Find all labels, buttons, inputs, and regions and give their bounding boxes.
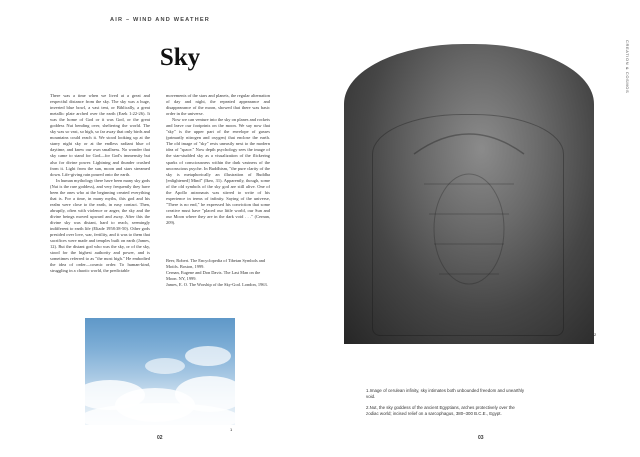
bibliography-entry: Cernan, Eugene and Don Davis. The Last Man on the Moon. NY, 1999. — [166, 270, 261, 281]
side-tab-label: CREATION & COSMOS — [625, 40, 630, 94]
sky-clouds-photo — [85, 318, 235, 425]
article-title: Sky — [159, 44, 201, 71]
stele-relief-carving — [344, 44, 597, 344]
paragraph: There was a time when we lived at a great and respectful distance from the sky. The sky was a huge, inverted blue bowl, a vast tent, or Biblically, a great metallic plate arched over the earth (Ezek 1:22-26). It was the home of God or it was God, or the great goddess Nut bending over, sheltering the world. The sky was so vast, so high, so far away that only birds and mountains could reach it. We stood looking up at the starry night sky or at the endless radiant blue of daytime, and knew our own smallness. No wonder that sky came to stand for God—for God's immensity but also for divine power. Lightning and thunder crashed from it. Light from the sun, moon and stars streamed down. Life-giving rain poured onto the earth. — [50, 93, 150, 177]
bibliography-entry: James, E. O. The Worship of the Sky-God. London, 1963. — [166, 282, 268, 287]
text-column-2 — [166, 93, 270, 255]
cloud-shape — [185, 346, 231, 366]
running-head: AIR – WIND AND WEATHER — [109, 17, 211, 23]
bibliography — [166, 258, 270, 288]
page-number-left: 02 — [157, 435, 163, 441]
bibliography-entry: Beer, Robert. The Encyclopedia of Tibetan Symbols and Motifs. Boston, 1999. — [166, 258, 266, 269]
page-number-right: 03 — [478, 435, 484, 441]
stele-photo — [344, 44, 597, 344]
paragraph: In human mythology there have been many sky gods (Nut is the rare goddess), and very frequently they have been the ones who at the beginning created everything that is. For a time, in many myths, this god and his realm were close to the earth, in easy contact. Then, abruptly, often with violence or anger, the sky and the divine beings moved upward and away. After this the divine sky was distant, hard to reach, seemingly indifferent to earth life (Eliade 1958:38-50). Other gods presided over love, war, fertility, and it was to them that sacrifices were made and temples built on earth (James, 12). But the distant god who was the sky, or of the sky, stood for the highest authority and power, and is sometimes referred to as "the most high." He embodied the idea of order—cosmic order. To human-kind, struggling in a chaotic world, the predictable — [50, 177, 150, 274]
paragraph: movements of the stars and planets, the regular alternation of day and night, the repeated appearance and disappearance of the moon, showed that there was basic order in the universe. — [166, 93, 270, 117]
figure-number: 1 — [230, 427, 233, 432]
caption-1: 1.Image of cerulean infinity, sky intimates both unbounded freedom and unearthly void. — [366, 388, 525, 399]
cloud-shape — [85, 403, 235, 425]
section-side-tab — [620, 40, 632, 130]
paragraph: Now we can venture into the sky on planes and rockets and leave our footprints on the moon. We say now that "sky" is the upper part of the envelope of gasses (primarily nitrogen and oxygen) that enclose the earth. The old image of "sky" rests uneasily next to the modern idea of "space." Now depth psychology sees the image of the star-studded sky as a visualization of the flickering sparks of consciousness within the dark vastness of the unconscious psyche. In Buddhism, "the pure clarity of the sky is metaphorically an illustration of Buddha [enlightened] Mind" (Ikeo, 31). Apparently, though, some of the old symbols of the sky god are still alive. One of the Apollo astronauts was stirred to write of his experience in terms of infinity. Saying of the universe, "There is no end," he expressed his conviction that some creative must have "placed our little world, our Sun and our Moon where they are in the dark void . . ." (Cernan, 209). — [166, 117, 270, 225]
text-column-1 — [50, 93, 150, 335]
figure-number: 2 — [594, 332, 597, 337]
cloud-shape — [145, 358, 185, 374]
caption-2: 2.Nut, the sky goddess of the ancient Egyptians, arches protectively over the zodiac world; incised relief on a sarcophagus, 380–300 B.C.E., Egypt. — [366, 405, 515, 416]
